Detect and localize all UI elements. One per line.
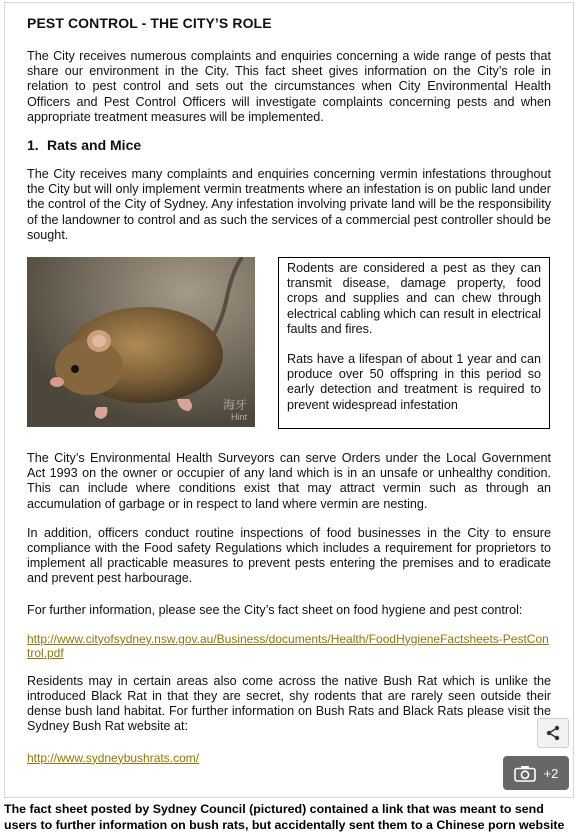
camera-icon [514, 765, 536, 782]
share-button[interactable] [537, 718, 569, 748]
intro-paragraph: The City receives numerous complaints and enquiries concerning a wide range of pests that share our environment in the City. This fact sheet gives information on the City’s role in relation to pest control and sets out the circumstances when City Environmental Health Officers and Pest Control Officers will investigate complaints concerning pests and when appropriate treatment measures will be implemented. [27, 49, 551, 124]
photo-watermark [223, 399, 247, 423]
rodent-info-box [278, 257, 550, 429]
further-info-paragraph: For further information, please see the City’s fact sheet on food hygiene and pest control: [27, 602, 523, 617]
image-caption: The fact sheet posted by Sydney Council (pictured) contained a link that was meant to send users to further information on bush rats, but accidentally sent them to a Chinese porn website [4, 802, 565, 832]
ehs-paragraph: The City’s Environmental Health Surveyors can serve Orders under the Local Government Act 1993 on the owner or occupier of any land which is in an unsafe or unhealthy condition. This can include where conditions exist that may attract vermin such as through an accumulation of garbage or in respect to land where vermin are nesting. [27, 451, 551, 511]
watermark-line-1: 海牙 [222, 398, 247, 413]
bush-rat-link[interactable]: http://www.sydneybushrats.com/ [27, 750, 200, 765]
section-number: 1. [27, 137, 39, 154]
share-icon [545, 725, 561, 741]
food-hygiene-link[interactable]: http://www.cityofsydney.nsw.gov.au/Business/documents/Health/FoodHygieneFactsheets-PestControl.pdf [27, 631, 549, 660]
gallery-button[interactable] [503, 756, 569, 790]
inspections-paragraph: In addition, officers conduct routine inspections of food businesses in the City to ensure compliance with the Food safety Regulations which includes a requirement for proprietors to implement all practicable measures to prevent pests entering the premises and to eradicate and prevent pest harbourage. [27, 525, 551, 586]
info-box-paragraph-1: Rodents are considered a pest as they can transmit disease, damage property, food crops and supplies and can chew through electrical cabling which can result in electrical faults and fires. [287, 261, 541, 336]
bush-rat-paragraph: Residents may in certain areas also come across the native Bush Rat which is unlike the introduced Black Rat in that they are secret, shy rodents that are rarely seen outside their dense bush land habitat. For further information on Bush Rats and Black Rats please visit the Sydney Bush Rat website at: [27, 673, 551, 734]
rat-photo [27, 257, 255, 427]
gallery-count: +2 [543, 765, 559, 781]
watermark-line-2: Hint [230, 412, 247, 423]
section-heading-text: Rats and Mice [47, 137, 142, 154]
section-heading-rats-mice [27, 137, 551, 153]
rat-illustration [27, 257, 255, 427]
info-box-paragraph-2: Rats have a lifespan of about 1 year and can produce over 50 offspring in this period so early detection and treatment is required to prevent widespread infestation [287, 352, 541, 412]
document-title: PEST CONTROL - THE CITY’S ROLE [27, 15, 272, 31]
media-row [27, 257, 551, 435]
fact-sheet-document [4, 2, 574, 798]
rats-paragraph: The City receives many complaints and enquiries concerning vermin infestations throughout the City but will only implement vermin treatments where an infestation is on public land under the control of the City of Sydney. Any infestation involving private land will be the responsibility of the landowner to control and as such the services of a commercial pest controller should be sought. [27, 167, 551, 242]
